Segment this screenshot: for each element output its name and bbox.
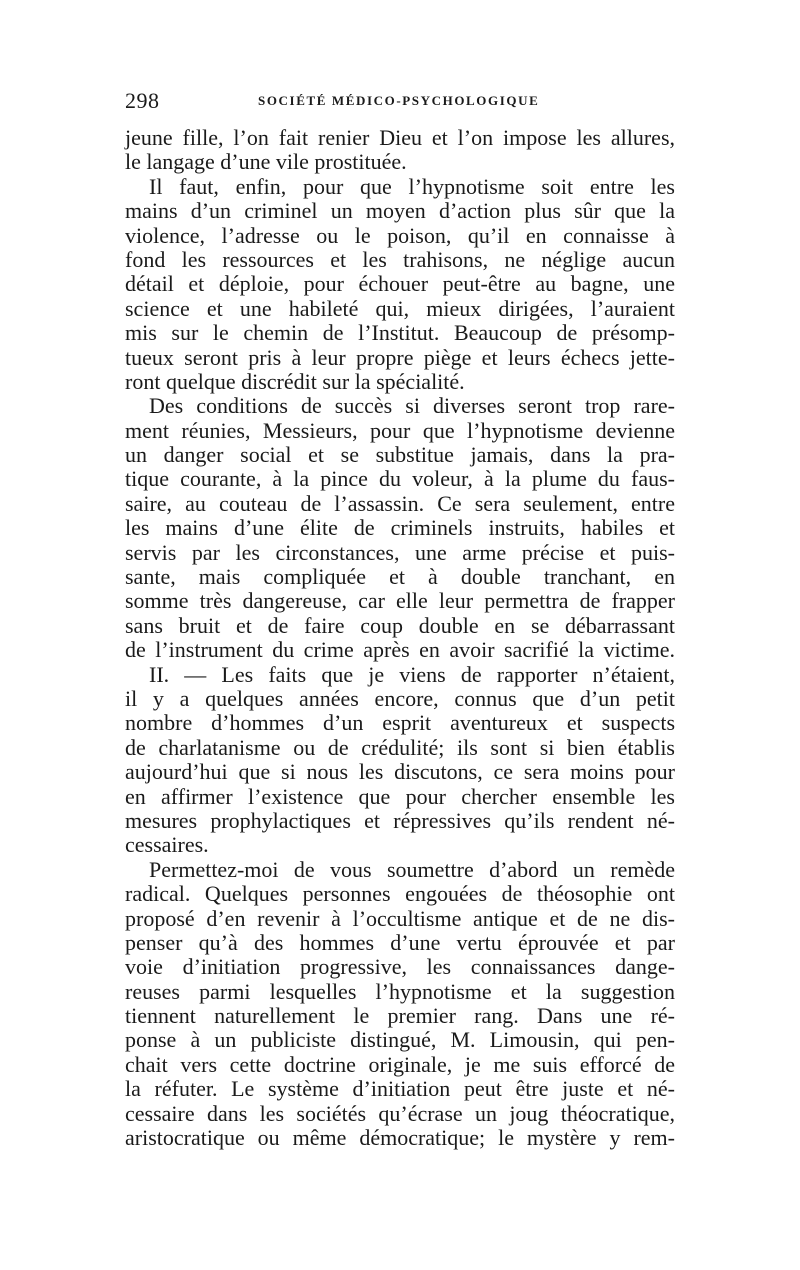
text-line: de l’instrument du crime après en avoir sacrifié la victime. bbox=[125, 637, 675, 663]
text-line: détail et déploie, pour échouer peut-être au bagne, une bbox=[125, 271, 675, 297]
text-line: proposé d’en revenir à l’occultisme antique et de ne dis- bbox=[125, 905, 675, 931]
text-line: aristocratique ou même démocratique; le mystère y rem- bbox=[125, 1125, 675, 1151]
page-number: 298 bbox=[125, 88, 160, 113]
page-header bbox=[125, 88, 675, 118]
text-line: le langage d’une vile prostituée. bbox=[125, 149, 407, 175]
text-line: sans bruit et de faire coup double en se débarrassant bbox=[125, 612, 675, 638]
paragraph-start-line: II. — Les faits que je viens de rapporter n’étaient, bbox=[149, 661, 675, 687]
text-line: les mains d’une élite de criminels instruits, habiles et bbox=[125, 515, 675, 541]
text-line: ront quelque discrédit sur la spécialité. bbox=[125, 368, 465, 394]
text-line: tueux seront pris à leur propre piège et leurs échecs jette- bbox=[125, 344, 675, 370]
text-line: voie d’initiation progressive, les connaissances dange- bbox=[125, 954, 675, 980]
text-line: mains d’un criminel un moyen d’action plus sûr que la bbox=[125, 198, 675, 224]
text-line: somme très dangereuse, car elle leur permettra de frapper bbox=[125, 588, 675, 614]
text-line: violence, l’adresse ou le poison, qu’il en connaisse à bbox=[125, 222, 675, 248]
text-line: servis par les circonstances, une arme précise et puis- bbox=[125, 539, 675, 565]
text-line: saire, au couteau de l’assassin. Ce sera seulement, entre bbox=[125, 490, 675, 516]
text-line: nombre d’hommes d’un esprit aventureux et suspects bbox=[125, 710, 675, 736]
text-line: sante, mais compliquée et à double tranchant, en bbox=[125, 564, 675, 590]
text-line: tiennent naturellement le premier rang. Dans une ré- bbox=[125, 1003, 675, 1029]
text-line: science et une habileté qui, mieux dirigées, l’auraient bbox=[125, 295, 675, 321]
text-line: mesures prophylactiques et répressives qu’ils rendent né- bbox=[125, 807, 675, 833]
text-line: un danger social et se substitue jamais, dans la pra- bbox=[125, 442, 675, 468]
text-line: radical. Quelques personnes engouées de théosophie ont bbox=[125, 881, 675, 907]
text-line: cessaires. bbox=[125, 832, 209, 858]
text-line: la réfuter. Le système d’initiation peut être juste et né- bbox=[125, 1076, 675, 1102]
text-line: jeune fille, l’on fait renier Dieu et l’on impose les allures, bbox=[125, 125, 675, 150]
text-line: ponse à un publiciste distingué, M. Limousin, qui pen- bbox=[125, 1027, 675, 1053]
text-line: chait vers cette doctrine originale, je me suis efforcé de bbox=[125, 1051, 675, 1077]
text-line: fond les ressources et les trahisons, ne néglige aucun bbox=[125, 246, 675, 272]
text-line: ment réunies, Messieurs, pour que l’hypnotisme devienne bbox=[125, 417, 675, 443]
text-line: penser qu’à des hommes d’une vertu éprouvée et par bbox=[125, 929, 675, 955]
paragraph-start-line: Il faut, enfin, pour que l’hypnotisme soit entre les bbox=[149, 173, 675, 199]
text-line: mis sur le chemin de l’Institut. Beaucoup de présomp- bbox=[125, 320, 675, 346]
paragraph-start-line: Permettez-moi de vous soumettre d’abord un remède bbox=[149, 856, 675, 882]
text-line: de charlatanisme ou de crédulité; ils sont si bien établis bbox=[125, 734, 675, 760]
text-line: cessaire dans les sociétés qu’écrase un joug théocratique, bbox=[125, 1100, 675, 1126]
paragraph-start-line: Des conditions de succès si diverses seront trop rare- bbox=[149, 393, 675, 419]
text-line: en affirmer l’existence que pour chercher ensemble les bbox=[125, 783, 675, 809]
running-title: SOCIÉTÉ MÉDICO-PSYCHOLOGIQUE bbox=[258, 93, 540, 108]
text-line: reuses parmi lesquelles l’hypnotisme et la suggestion bbox=[125, 978, 675, 1004]
body-text bbox=[125, 126, 675, 1150]
text-line: aujourd’hui que si nous les discutons, ce sera moins pour bbox=[125, 759, 675, 785]
text-line: il y a quelques années encore, connus que d’un petit bbox=[125, 685, 675, 711]
text-line: tique courante, à la pince du voleur, à la plume du faus- bbox=[125, 466, 675, 492]
